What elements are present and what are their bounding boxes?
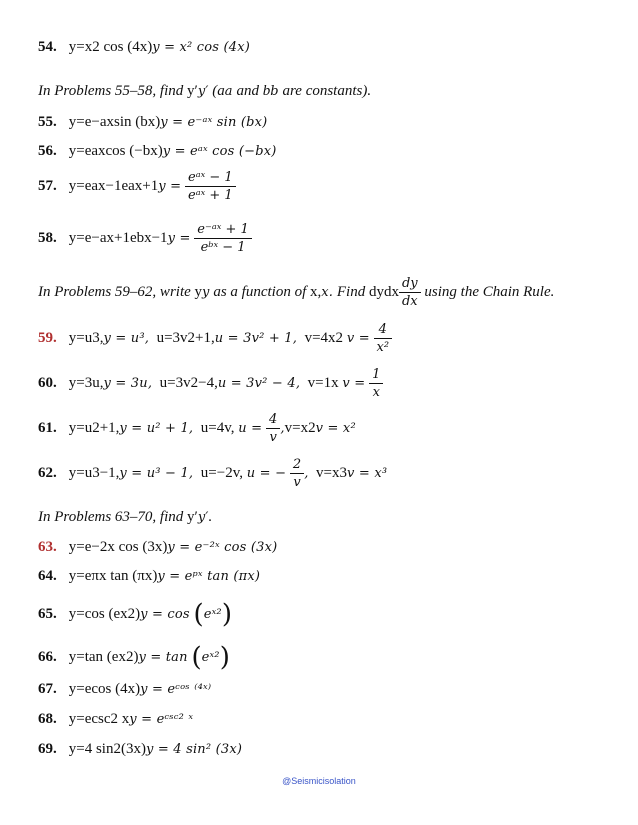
problem-67 (38, 680, 618, 699)
problem-number: 59. (38, 330, 57, 346)
fraction-numerator: 2 (292, 457, 302, 473)
problem-plain-text: y=cos (ex2) (68, 606, 141, 622)
problem-54 (38, 38, 618, 57)
instructions-63-70 (38, 508, 618, 527)
instructions-59-62 (38, 274, 618, 311)
problem-68 (38, 710, 618, 729)
instruction-text: y (194, 284, 203, 300)
instruction-text: . (208, 509, 213, 525)
instruction-math: 𝑎 (224, 84, 233, 99)
right-paren: ) (219, 642, 230, 673)
problem-math: 𝑦 = 𝑥² cos (4𝑥) (152, 40, 251, 55)
problem-math: 𝑦 = tan (138, 650, 188, 665)
problem-plain-text: y=tan (ex2) (68, 649, 139, 665)
footer-watermark: @Seismicisolation (282, 776, 356, 786)
problem-math-inner: 𝑒ˣ² (201, 650, 220, 665)
problem-plain-text: y=u3, (68, 330, 104, 346)
left-paren: ( (193, 599, 204, 630)
problem-math: 𝑦 = 𝑒⁻ᵃˣ sin (𝑏𝑥) (160, 115, 268, 130)
left-paren: ( (191, 642, 202, 673)
problem-number: 64. (38, 568, 57, 584)
problem-plain-text: y=eax−1eax+1 (68, 178, 159, 194)
problem-plain-text: y=eπx tan (πx) (68, 568, 158, 584)
fraction-denominator: 𝑣 (266, 428, 280, 446)
problem-60 (38, 365, 618, 402)
problem-math: 𝑦 = 𝑒ᵖˣ tan (𝜋𝑥) (157, 569, 261, 584)
problem-61 (38, 410, 618, 447)
problem-62 (38, 455, 618, 492)
instruction-text: x, (310, 284, 322, 300)
instruction-math: 𝑏 (270, 84, 279, 99)
problem-number: 57. (38, 178, 57, 194)
problem-math: 𝑢 = 3𝑣² + 1, (214, 331, 298, 346)
problem-plain-text: y=ecos (4x) (68, 681, 141, 697)
instruction-text: y′ (187, 509, 198, 525)
problem-math-lhs: 𝑣 = (342, 376, 366, 391)
problem-math: 𝑦 = 𝑢² + 1, (119, 421, 194, 436)
problem-math: 𝑦 = cos (140, 607, 190, 622)
instruction-text: In Problems 63–70, find (38, 509, 188, 525)
instruction-text: y′ (187, 83, 198, 99)
fraction (369, 366, 383, 401)
fraction-denominator: 𝑒ᵃˣ + 1 (185, 186, 236, 204)
problem-math: 𝑣 = 𝑥³ (347, 466, 388, 481)
problem-number: 61. (38, 420, 57, 436)
fraction-numerator: 4 (269, 412, 278, 428)
problem-plain-text: u=−2v, (200, 465, 243, 481)
problem-number: 55. (38, 114, 57, 130)
problem-math: 𝑦 = 𝑢³, (103, 331, 150, 346)
fraction-numerator: 4 (378, 322, 387, 338)
problem-number: 67. (38, 681, 57, 697)
problem-plain-text: y=e−ax+1ebx−1 (68, 230, 168, 246)
right-paren: ) (221, 599, 232, 630)
problem-plain-text: v=x2 (284, 420, 316, 436)
problem-number: 60. (38, 375, 57, 391)
problem-math: 𝑦 = 𝑒⁻²ˣ cos (3𝑥) (167, 540, 278, 555)
problem-plain-text: y=u2+1, (68, 420, 120, 436)
problem-math-lhs: 𝑣 = (346, 331, 370, 346)
problem-math: 𝑦 = 𝑒ᶜᵒˢ ⁽⁴ˣ⁾ (140, 682, 212, 697)
problem-plain-text: y=4 sin2(3x) (68, 741, 146, 757)
instruction-text: In Problems 55–58, find (38, 83, 188, 99)
fraction-denominator: 𝑒ᵇˣ − 1 (194, 238, 251, 256)
instruction-math: 𝑥. (321, 285, 334, 300)
problem-56 (38, 142, 618, 161)
instruction-math: 𝑦′ (197, 84, 209, 99)
instruction-math: 𝑦′ (197, 510, 209, 525)
problem-66 (38, 643, 618, 672)
problem-plain-text: u=4v, (200, 420, 235, 436)
problem-number: 63. (38, 539, 57, 555)
instructions-55-58 (38, 82, 618, 101)
fraction-numerator: 𝑑𝑦 (401, 276, 418, 292)
problem-plain-text: y=e−axsin (bx) (68, 114, 161, 130)
problem-64 (38, 567, 618, 586)
problem-math: 𝑦 = 4 sin² (3𝑥) (145, 742, 243, 757)
problem-math: 𝑣 = 𝑥² (315, 421, 356, 436)
problem-58 (38, 220, 618, 257)
problem-plain-text: u=3v2+1, (156, 330, 215, 346)
fraction-numerator: 1 (372, 367, 381, 383)
problem-number: 69. (38, 741, 57, 757)
problem-plain-text: y=e−2x cos (3x) (68, 539, 168, 555)
problem-number: 62. (38, 465, 57, 481)
instruction-text: as a function of (209, 284, 310, 300)
problem-math: , (280, 421, 285, 436)
problem-57 (38, 168, 618, 205)
problem-number: 56. (38, 143, 57, 159)
problem-math: 𝑢 = 3𝑣² − 4, (217, 376, 301, 391)
problem-number: 54. (38, 39, 57, 55)
problem-math-lhs: 𝑢 = (238, 421, 263, 436)
problem-number: 58. (38, 230, 57, 246)
instruction-text: using the Chain Rule. (420, 284, 555, 300)
problem-plain-text: y=eaxcos (−bx) (68, 143, 163, 159)
problem-math: , (304, 466, 309, 481)
fraction-denominator: 𝑥 (369, 383, 383, 401)
instruction-text: and b (232, 83, 271, 99)
problem-math-inner: 𝑒ˣ² (203, 607, 222, 622)
instruction-text: Find (333, 284, 369, 300)
fraction (374, 321, 393, 356)
problem-63 (38, 538, 618, 557)
instruction-text: In Problems 59–62, write (38, 284, 195, 300)
problem-math: 𝑦 = 𝑢³ − 1, (119, 466, 194, 481)
problem-number: 65. (38, 606, 57, 622)
fraction-numerator: 𝑒ᵃˣ − 1 (188, 170, 233, 186)
problem-plain-text: y=u3−1, (68, 465, 120, 481)
fraction-denominator: 𝑥² (374, 338, 393, 356)
problem-59 (38, 320, 618, 357)
problem-number: 68. (38, 711, 57, 727)
problem-plain-text: y=ecsc2 x (68, 711, 130, 727)
instruction-text: dydx (368, 284, 399, 300)
fraction (194, 221, 251, 256)
problem-number: 66. (38, 649, 57, 665)
fraction-denominator: 𝑑𝑥 (399, 292, 421, 310)
problem-plain-text: u=3v2−4, (159, 375, 218, 391)
derivative-fraction (399, 275, 421, 310)
problem-math-lhs: 𝑦 = (158, 179, 182, 194)
problem-plain-text: v=4x2 (304, 330, 344, 346)
fraction (185, 169, 236, 204)
problem-55 (38, 113, 618, 132)
problem-plain-text: y=3u, (68, 375, 104, 391)
fraction-numerator: 𝑒⁻ᵃˣ + 1 (197, 222, 249, 238)
problem-65 (38, 600, 618, 629)
instruction-math: 𝑦 (202, 285, 210, 300)
problem-math: 𝑦 = 𝑒ᶜˢᶜ² ˣ (129, 712, 194, 727)
fraction (290, 456, 304, 491)
problem-math-lhs: 𝑦 = (167, 231, 191, 246)
instruction-text: (a (208, 83, 225, 99)
problem-plain-text: y=x2 cos (4x) (68, 39, 153, 55)
problem-math-lhs: 𝑢 = − (246, 466, 287, 481)
fraction-denominator: 𝑣 (290, 473, 304, 491)
instruction-text: are constants). (278, 83, 372, 99)
problem-math: 𝑦 = 𝑒ᵃˣ cos (−𝑏𝑥) (162, 144, 277, 159)
problem-69 (38, 740, 618, 759)
problem-plain-text: v=x3 (316, 465, 348, 481)
problem-math: 𝑦 = 3𝑢, (103, 376, 153, 391)
problem-plain-text: v=1x (307, 375, 339, 391)
fraction (266, 411, 280, 446)
